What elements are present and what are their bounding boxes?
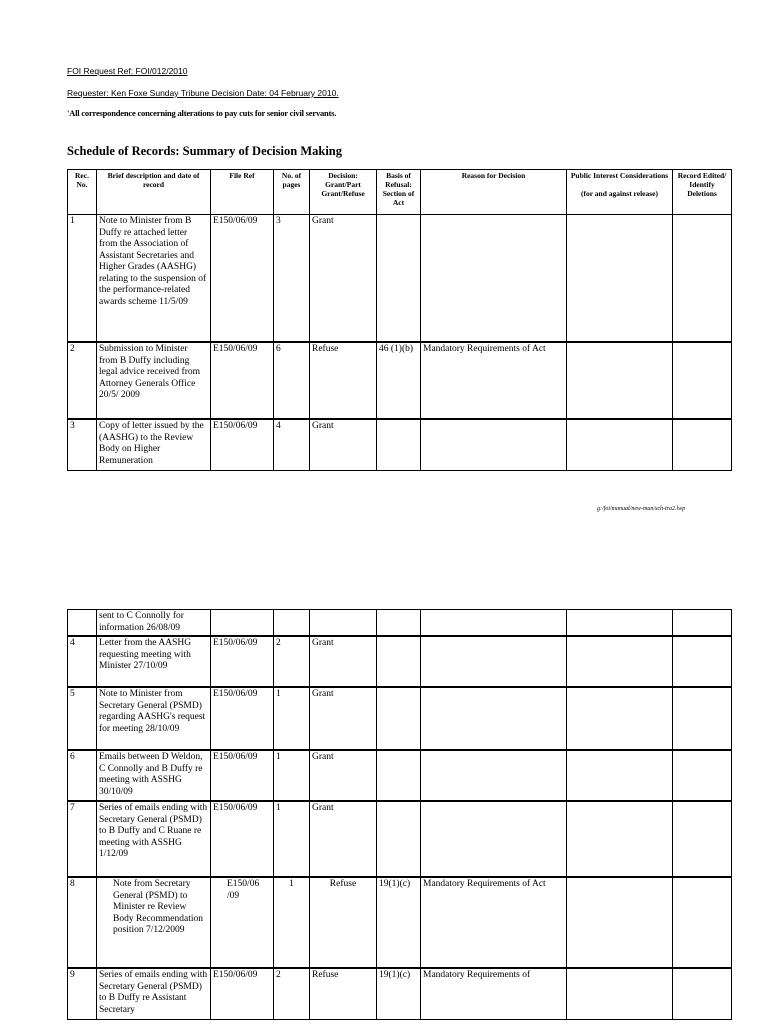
rec-no: 7 [68, 801, 97, 877]
public-interest [567, 877, 673, 968]
table-row [68, 968, 732, 1019]
page-count: 1 [274, 750, 310, 801]
file-ref: E150/06/09 [211, 215, 274, 343]
rec-no: 3 [68, 419, 97, 471]
rec-no: 9 [68, 968, 97, 1019]
refusal-basis [377, 687, 421, 750]
decision: Grant [310, 750, 377, 801]
file-ref: E150/06 /09 [211, 877, 274, 968]
public-interest [567, 342, 673, 419]
col-rec-no: Rec. No. [68, 170, 97, 215]
schedule-table-page-2 [67, 609, 732, 1020]
rec-no: 4 [68, 636, 97, 687]
decision-reason [421, 750, 567, 801]
decision [310, 610, 377, 637]
rec-no [68, 610, 97, 637]
col-edited: Record Edited/ Identify Deletions [673, 170, 732, 215]
record-description: Submission to Minister from B Duffy including legal advice received from Attorney Generals Office 20/5/ 2009 [97, 342, 211, 419]
record-edited [673, 687, 732, 750]
record-description: Note to Minister from Secretary General (PSMD) regarding AASHG's request for meeting 28/10/09 [97, 687, 211, 750]
table-row [68, 687, 732, 750]
table-row [68, 610, 732, 637]
record-description: Series of emails ending with Secretary General (PSMD) to B Duffy and C Ruane re meeting with ASSHG 1/12/09 [97, 801, 211, 877]
footer-file-path: g:/foi/manual/new-man/sch-tra2.lwp [597, 506, 686, 512]
decision-reason: Mandatory Requirements of Act [421, 877, 567, 968]
rec-no: 5 [68, 687, 97, 750]
record-edited [673, 419, 732, 471]
table-row [68, 750, 732, 801]
record-edited [673, 342, 732, 419]
decision: Refuse [310, 877, 377, 968]
col-decision: Decision: Grant/Part Grant/Refuse [310, 170, 377, 215]
decision: Grant [310, 419, 377, 471]
decision-reason: Mandatory Requirements of Act [421, 342, 567, 419]
col-public-interest [567, 170, 673, 215]
request-subject: 'All correspondence concerning alterations to pay cuts for senior civil servants. [67, 108, 337, 118]
record-edited [673, 610, 732, 637]
col-reason: Reason for Decision [421, 170, 567, 215]
refusal-basis [377, 215, 421, 343]
table-row [68, 636, 732, 687]
record-description: Series of emails ending with Secretary General (PSMD) to B Duffy re Assistant Secretary [97, 968, 211, 1019]
public-interest [567, 801, 673, 877]
record-edited [673, 636, 732, 687]
rec-no: 2 [68, 342, 97, 419]
refusal-basis: 46 (1)(b) [377, 342, 421, 419]
refusal-basis [377, 750, 421, 801]
col-description: Brief description and date of record [97, 170, 211, 215]
col-pages: No. of pages [274, 170, 310, 215]
record-edited [673, 877, 732, 968]
table-row [68, 215, 732, 343]
table-row [68, 877, 732, 968]
page-count: 1 [274, 687, 310, 750]
decision: Grant [310, 687, 377, 750]
decision-reason [421, 610, 567, 637]
record-edited [673, 968, 732, 1019]
refusal-basis [377, 419, 421, 471]
decision-reason [421, 636, 567, 687]
decision: Refuse [310, 342, 377, 419]
refusal-basis: 19(1)(c) [377, 968, 421, 1019]
table-row [68, 342, 732, 419]
page-count: 2 [274, 636, 310, 687]
record-description [97, 419, 211, 471]
requester-line: Requester: Ken Foxe Sunday Tribune Decision Date: 04 February 2010. [67, 88, 339, 98]
record-description: Emails between D Weldon, C Connolly and B Duffy re meeting with ASSHG 30/10/09 [97, 750, 211, 801]
file-ref: E150/06/09 [211, 801, 274, 877]
col-basis: Basis of Refusal: Section of Act [377, 170, 421, 215]
refusal-basis [377, 801, 421, 877]
refusal-basis [377, 610, 421, 637]
page-count: 1 [274, 801, 310, 877]
page-count: 1 [274, 877, 310, 968]
decision-reason: Mandatory Requirements of [421, 968, 567, 1019]
col-file-ref: File Ref [211, 170, 274, 215]
decision-reason [421, 801, 567, 877]
record-description-text: Note to Minister from B Duffy re attached letter from the Association of Assistant Secretaries and Higher Grades (AASHG) relating to the suspension of the performance-related awards scheme 11/5/09 [99, 216, 207, 307]
page-count: 3 [274, 215, 310, 343]
decision: Grant [310, 801, 377, 877]
col-public-interest-note: (for and against release) [580, 189, 658, 198]
table-row [68, 419, 732, 471]
schedule-table-page-1 [67, 169, 732, 471]
record-description-text: Copy of letter issued by the (AASHG) to the Review Body on Higher Remuneration [99, 421, 204, 466]
decision: Refuse [310, 968, 377, 1019]
file-ref: E150/06/09 [211, 687, 274, 750]
record-description: Letter from the AASHG requesting meeting with Minister 27/10/09 [97, 636, 211, 687]
decision-reason [421, 215, 567, 343]
file-ref: E150/06/09 [211, 750, 274, 801]
refusal-basis: 19(1)(c) [377, 877, 421, 968]
file-ref: E150/06/09 [211, 968, 274, 1019]
decision: Grant [310, 215, 377, 343]
file-ref: E150/06/09 [211, 636, 274, 687]
record-description: Note from Secretary General (PSMD) to Minister re Review Body Recommendation position 7/12/2009 [97, 877, 211, 968]
decision-reason [421, 419, 567, 471]
file-ref: E150/06/09 [211, 342, 274, 419]
public-interest [567, 215, 673, 343]
public-interest [567, 750, 673, 801]
public-interest [567, 419, 673, 471]
rec-no: 6 [68, 750, 97, 801]
table-row [68, 801, 732, 877]
record-edited [673, 750, 732, 801]
foi-request-ref: FOI Request Ref: FOI/012/2010 [67, 66, 188, 76]
page-count: 4 [274, 419, 310, 471]
record-description: sent to C Connolly for information 26/08/09 [97, 610, 211, 637]
rec-no: 8 [68, 877, 97, 968]
decision-reason [421, 687, 567, 750]
record-edited [673, 801, 732, 877]
record-description [97, 215, 211, 343]
file-ref [211, 610, 274, 637]
file-ref: E150/06/09 [211, 419, 274, 471]
refusal-basis [377, 636, 421, 687]
public-interest [567, 610, 673, 637]
page-count [274, 610, 310, 637]
page-count: 2 [274, 968, 310, 1019]
decision: Grant [310, 636, 377, 687]
table-header-row [68, 170, 732, 215]
page-count: 6 [274, 342, 310, 419]
rec-no: 1 [68, 215, 97, 343]
record-edited [673, 215, 732, 343]
public-interest [567, 687, 673, 750]
public-interest [567, 636, 673, 687]
schedule-title: Schedule of Records: Summary of Decision Making [67, 144, 342, 158]
col-public-interest-label: Public Interest Considerations [570, 171, 669, 180]
public-interest [567, 968, 673, 1019]
